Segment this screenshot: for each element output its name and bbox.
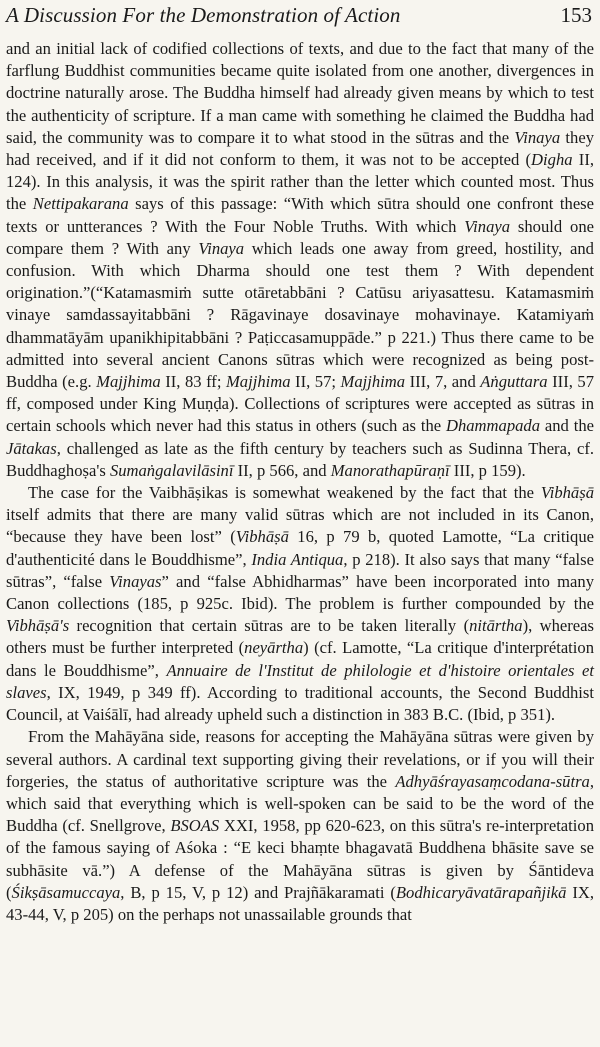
italic-term: Aṅguttara (480, 372, 548, 392)
text-run: XXI, 1958, pp 620-623, on this sūtra's re-interpretation of the famous saying of Aśoka : “E keci bhaṃte bhagavatā Buddhena bhāsite save se subhāsite vā.”) A defense of the Mahāyāna sūtras is given by Śāntideva ( (6, 816, 594, 902)
text-run: says of this passage: “With which sūtra should one confront these texts or untterances ? With the Four Noble Truths. With which (6, 194, 595, 236)
text-run: recognition that certain sūtras are to be taken literally ( (69, 616, 470, 636)
text-run: ) (cf. Lamotte, “La critique d'interprétation dans le Bouddhisme”, (6, 638, 594, 680)
italic-term: Bodhicaryāvatārapañjikā (395, 882, 567, 902)
text-run: From the Mahāyāna side, reasons for accepting the Mahāyāna sūtras were given by several authors. A cardinal text supporting giving their revelations, or if you will their forgeries, the status of authoritative scripture was the (6, 727, 594, 791)
text-run: II, 124). In this analysis, it was the spirit rather than the letter which counted most. Thus the (6, 150, 594, 214)
running-head: A Discussion For the Demonstration of Action (6, 3, 401, 27)
italic-term: Vinayas (109, 571, 162, 591)
italic-term: Manorathapūraṇī (330, 460, 450, 480)
page-number: 153 (560, 3, 592, 27)
text-run: , which said that everything which is well-spoken can be said to be the word of the Buddha (cf. Snellgrove, (6, 771, 594, 836)
paragraph-3 (6, 726, 594, 926)
paragraph-1 (6, 38, 594, 482)
italic-term: Sumaṅgalavilāsinī (109, 460, 234, 480)
text-run: III, 57 ff, composed under King Muṇḍa). Collections of scriptures were accepted as sūtras in certain schools which never had this status in others (such as the (6, 372, 594, 436)
body-text (6, 38, 594, 926)
text-run: they had received, and if it did not conform to them, it was not to be accepted ( (6, 127, 594, 170)
text-run: 16, p 79 b, quoted Lamotte, “La critique d'authenticité dans le Bouddhisme”, (6, 527, 595, 569)
page-header (6, 3, 594, 33)
text-run: , IX, 1949, p 349 ff). According to traditional accounts, the Second Buddhist Council, at Vaiśālī, had already upheld such a distinction in 383 B.C. (Ibid, p 351). (6, 682, 594, 725)
italic-term: neyārtha (244, 638, 304, 658)
italic-term: India Antiqua (251, 549, 344, 569)
italic-term: Vinaya (464, 216, 511, 236)
text-run: should one compare them ? With any (6, 216, 594, 258)
text-run: IX, 43-44, V, p 205) on the perhaps not unassailable grounds that (6, 882, 594, 924)
italic-term: Nettipakarana (32, 194, 129, 214)
italic-term: Adhyāśrayasaṃcodana-sūtra (395, 771, 590, 791)
text-run: III, p 159). (449, 460, 526, 480)
italic-term: Annuaire de l'Institut de philologie et d'histoire orientales et slaves (6, 660, 594, 702)
text-run: , B, p 15, V, p 12) and Prajñākaramati ( (120, 882, 396, 902)
italic-term: Majjhima (96, 372, 161, 392)
italic-term: Jātakas (6, 438, 57, 458)
paragraph-2 (6, 482, 594, 726)
italic-term: BSOAS (170, 816, 220, 836)
text-run: II, 57; (290, 372, 341, 392)
text-run: , p 218). It also says that many “false sūtras”, “false (6, 549, 594, 591)
text-run: and the (540, 416, 594, 436)
text-run: II, p 566, and (233, 460, 331, 480)
italic-term: nitārtha (469, 616, 523, 636)
italic-term: Majjhima (225, 372, 291, 392)
text-run: III, 7, and (405, 372, 481, 392)
text-run: The case for the Vaibhāṣikas is somewhat weakened by the fact that the (28, 483, 541, 503)
italic-term: Digha (531, 150, 573, 170)
text-run: ), whereas others must be further interpreted ( (6, 616, 595, 658)
italic-term: Majjhima (340, 372, 406, 392)
italic-term: Vinaya (198, 238, 245, 258)
text-run: itself admits that there are many valid sūtras which are not included in its Canon, “because they have been lost” ( (6, 505, 594, 547)
text-run: ” and “false Abhidharmas” have been incorporated into many Canon collections (185, p 925c. Ibid). The problem is further compounded by the (6, 571, 594, 614)
italic-term: Dhammapada (445, 416, 541, 436)
text-run: II, 83 ff; (160, 372, 226, 392)
italic-term: Vibhāṣā (235, 527, 289, 547)
italic-term: Vibhāṣā's (6, 616, 70, 636)
text-run: which leads one away from greed, hostility, and confusion. With which Dharma should one test them ? With dependent origination.”(“Katamasmiṁ sutte otāretabbāni ? Catūsu ariyasattesu. Katamasmiṁ vinaye samdassayitabbāni ? Rāgavinaye dosavinaye mohavinaye. Katamiyaṁ dhammatāyām upanikhipitabbāni ? Paṭiccasamuppāde.” p 221.) Thus there came to be admitted into several ancient Canons sūtras which were recognized as being post-Buddha (e.g. (6, 238, 594, 392)
italic-term: Vinaya (514, 127, 561, 147)
text-run: and an initial lack of codified collections of texts, and due to the fact that many of the farflung Buddhist communities became quite isolated from one another, divergences in doctrine naturally arose. The Buddha himself had already given means by which to test the authenticity of scripture. If a man came with something he claimed the Buddha had said, the community was to compare it to what stood in the sūtras and the (6, 39, 594, 147)
text-run: , challenged as late as the fifth century by teachers such as Sudinna Thera, cf. Buddhaghoṣa's (6, 438, 594, 480)
italic-term: Śikṣāsamuccaya (11, 882, 121, 902)
italic-term: Vibhāṣā (540, 483, 594, 503)
